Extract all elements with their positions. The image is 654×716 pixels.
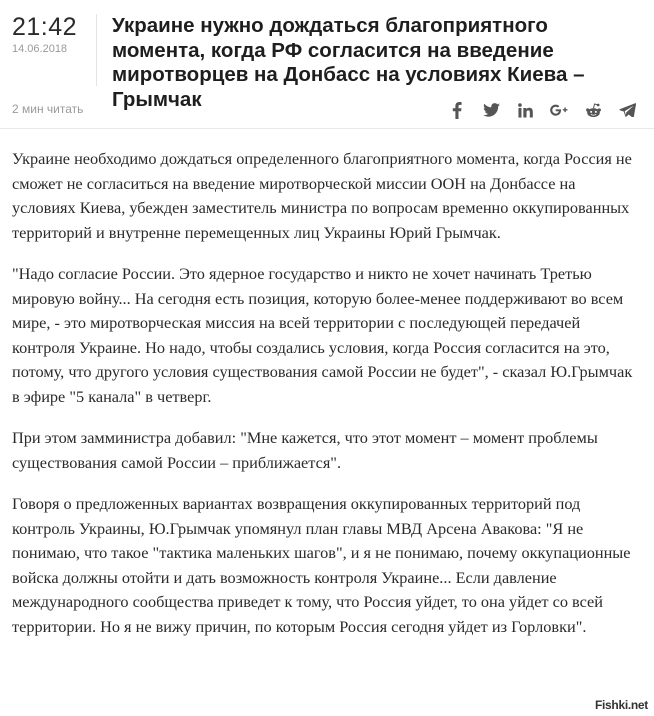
linkedin-icon [518,103,533,118]
google-plus-icon [550,104,568,116]
timestamp-block [12,14,92,55]
facebook-icon [452,102,462,119]
read-time: 2 мин читать [12,102,84,116]
share-google-plus-button[interactable] [542,98,576,122]
share-linkedin-button[interactable] [508,98,542,122]
publish-time: 21:42 [12,13,78,41]
share-twitter-button[interactable] [474,98,508,122]
telegram-icon [619,103,636,117]
article-paragraph: Говоря о предложенных вариантах возвращения оккупированных территорий под контроль Украины, Ю.Грымчак упомянул план главы МВД Арсена Авакова: "Я не понимаю, что такое "тактика маленьких шагов", и я не понимаю, почему оккупационные войска должны отойти и дать возможность контроля Украине... Если давление международного сообщества приведет к тому, что Россия уйдет, то она уйдет со всей территории. Но я не вижу причин, по которым Россия сегодня уйдет из Горловки". [12,493,631,636]
publish-date: 14.06.2018 [12,43,68,55]
article-paragraph: "Надо согласие России. Это ядерное государство и никто не хочет начинать Третью мировую войну... На сегодня есть позиция, которую более-менее поддерживают во всем мире, - это миротворческая миссия на всей территории с последующей передачей контроля Украине. Но надо, чтобы создались условия, когда Россия согласится на это, потому, что другого условия существования самой России не будет", - сказал Ю.Грымчак в эфире "5 канала" в четверг. [12,263,633,406]
site-watermark: Fishki.net [594,698,648,712]
meta-divider [0,128,654,129]
header-divider [96,14,97,86]
article-paragraph: Украине необходимо дождаться определенного благоприятного момента, когда Россия не сможет не согласиться на введение миротворческой миссии ООН на Донбассе на условиях Киева, убежден заместитель министра по вопросам временно оккупированных территорий и внутренне перемещенных лиц Украины Юрий Грымчак. [12,149,632,242]
share-reddit-button[interactable] [576,98,610,122]
share-bar [440,98,644,122]
share-telegram-button[interactable] [610,98,644,122]
article-paragraph: При этом замминистра добавил: "Мне кажется, что этот момент – момент проблемы существования самой России – приближается". [12,428,598,472]
twitter-icon [483,103,500,117]
meta-bar [0,92,654,128]
reddit-icon [585,103,602,118]
article-title: Украине нужно дождаться благоприятного момента, когда РФ согласится на введение миротворцев на Донбасс на условиях Киева – Грымчак [112,14,585,111]
share-facebook-button[interactable] [440,98,474,122]
article-body [12,147,642,639]
